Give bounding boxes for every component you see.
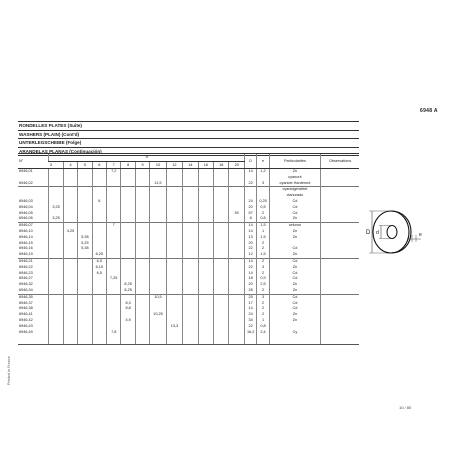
cell-big-d: 25: [244, 294, 256, 300]
cell-particularites: Zn: [269, 252, 321, 258]
cell-e: 0,8: [257, 216, 269, 222]
cell-e: 2: [257, 271, 269, 277]
diagram-label-d: d: [376, 230, 379, 236]
cell-big-d: 24: [244, 199, 256, 205]
cell-d: [183, 330, 198, 345]
cell-e: 2: [257, 211, 269, 217]
cell-d: 4,9: [121, 318, 135, 324]
cell-d: 10,5: [150, 294, 166, 300]
diagram-label-big-d: D: [366, 230, 371, 236]
title-block: [18, 121, 359, 156]
cell-no: 6946,15: [19, 240, 33, 245]
cell-d: [49, 330, 63, 345]
cell-d: 6: [92, 199, 106, 205]
cell-no: 6946,42: [19, 317, 33, 322]
cell-d: 7,25: [107, 276, 121, 282]
header-no: N°: [18, 154, 49, 169]
cell-particularites: celoron: [269, 223, 321, 229]
cell-d: 7,8: [107, 330, 121, 345]
document-code: 6948 A: [420, 108, 438, 114]
header-d-value: 6: [92, 162, 106, 169]
washer-table: [18, 153, 359, 345]
cell-d: [198, 330, 213, 345]
header-d-value: 14: [183, 162, 198, 169]
cell-particularites: Cd: [269, 306, 321, 312]
cell-d: [229, 330, 244, 345]
cell-e: 2: [257, 258, 269, 264]
cell-d: 6,25: [92, 252, 106, 258]
cell-big-d: 8: [244, 216, 256, 222]
cell-no: 6946,22: [19, 264, 33, 269]
cell-particularites: cyanide Hardened: [269, 181, 321, 187]
cell-particularites: Cd: [269, 205, 321, 211]
cell-d: 10,25: [150, 312, 166, 318]
cell-big-d: 20: [244, 282, 256, 288]
header-d-value: 8: [121, 162, 135, 169]
cell-e: 3: [257, 181, 269, 187]
cell-big-d: 22: [244, 181, 256, 187]
cell-particularites: Cd: [269, 294, 321, 300]
cell-d: [78, 330, 92, 345]
cell-particularites: Cd: [269, 258, 321, 264]
cell-e: 1: [257, 318, 269, 324]
cell-particularites: Zn: [269, 229, 321, 235]
cell-big-d: 12: [244, 252, 256, 258]
header-d: d: [49, 154, 245, 162]
cell-d: 5,38: [78, 235, 92, 241]
cell-e: 1,5: [257, 223, 269, 229]
cell-big-d: 20: [244, 205, 256, 211]
page-number: 10 / 80: [399, 405, 412, 410]
cell-big-d: 24: [244, 312, 256, 318]
cell-no: 6946,27: [19, 276, 33, 281]
cell-e: 2: [257, 241, 269, 247]
header-d-value: 5: [78, 162, 92, 169]
cell-e: 2: [257, 246, 269, 252]
cell-observations: [321, 330, 359, 345]
cell-particularites: cyanuré: [269, 175, 321, 181]
washer-diagram: [363, 196, 443, 266]
cell-big-d: 22: [244, 324, 256, 330]
cell-d: 4,25: [63, 229, 77, 235]
diagram-label-e: e: [419, 232, 422, 238]
cell-e: 2,5: [257, 282, 269, 288]
cell-particularites: Zn: [269, 282, 321, 288]
header-big-d: D: [244, 154, 256, 169]
cell-no: 6946,01: [19, 169, 33, 173]
header-particularites: Particularités: [269, 154, 321, 169]
cell-no: 6946,04: [19, 204, 33, 209]
cell-no: 6946,16: [19, 246, 33, 251]
header-d-value: 20: [229, 162, 244, 169]
cell-big-d: 13: [244, 235, 256, 241]
header-d-value: 16: [198, 162, 213, 169]
title-es: ARANDELAS PLANAS (Continuación): [18, 148, 359, 157]
cell-big-d: 20: [244, 241, 256, 247]
cell-d: 7,2: [107, 169, 121, 175]
cell-particularites: Cd: [269, 199, 321, 205]
cell-no: 6946,03: [19, 198, 33, 203]
cell-particularites: Cy: [269, 330, 321, 345]
header-d-value: 18: [214, 162, 229, 169]
cell-no: 6946,07: [18, 223, 49, 229]
cell-big-d: 14: [244, 229, 256, 235]
cell-big-d: 22: [244, 246, 256, 252]
cell-big-d: 17: [244, 301, 256, 307]
cell-big-d: 14: [244, 271, 256, 277]
header-observations: Observations: [321, 154, 359, 169]
cell-e: 1,5: [257, 235, 269, 241]
title-de: UNTERLEGSCHEIBE (Folge): [18, 139, 359, 148]
cell-particularites: cianurado: [269, 193, 321, 199]
cell-no: 6946,02: [19, 180, 33, 185]
cell-no: 6946,32: [19, 282, 33, 287]
cell-d: 8,25: [121, 288, 135, 294]
cell-big-d: 14: [244, 306, 256, 312]
cell-big-d: 34: [244, 318, 256, 324]
cell-big-d: 57: [244, 211, 256, 217]
cell-e: 2: [257, 306, 269, 312]
cell-particularites: Zn: [269, 235, 321, 241]
cell-d: [121, 330, 135, 345]
cell-no: 6946,05: [19, 210, 33, 215]
cell-particularites: Zn: [269, 318, 321, 324]
cell-d: 5,38: [78, 246, 92, 252]
table-row: [18, 330, 359, 345]
printed-in-note: Printed in France: [7, 356, 11, 385]
cell-d: 6,5: [92, 271, 106, 277]
cell-no: 6946,41: [19, 312, 33, 317]
cell-big-d: 28: [244, 288, 256, 294]
cell-big-d: 18: [244, 276, 256, 282]
cell-e: 1: [257, 229, 269, 235]
cell-no: 6946,10: [19, 228, 33, 233]
cell-big-d: 14: [244, 223, 256, 229]
cell-particularites: Cd: [269, 271, 321, 277]
cell-e: 0,8: [257, 324, 269, 330]
cell-particularites: Zn: [269, 312, 321, 318]
cell-no: 6946,37: [19, 300, 33, 305]
cell-e: 0,5: [257, 205, 269, 211]
header-d-value: 7: [107, 162, 121, 169]
cell-e: 0,25: [257, 199, 269, 205]
cell-particularites: Cd: [269, 276, 321, 282]
cell-e: 1,5: [257, 252, 269, 258]
cell-d: 6,15: [92, 265, 106, 271]
cell-e: 1,2: [257, 169, 269, 175]
cell-d: 3,25: [49, 216, 63, 222]
cell-d: 8,3: [121, 301, 135, 307]
cell-no: 6946,14: [19, 234, 33, 239]
cell-particularites: Zn: [269, 265, 321, 271]
cell-d: [166, 330, 182, 345]
cell-big-d: 22: [244, 265, 256, 271]
cell-no: 6946,23: [19, 270, 33, 275]
cell-particularites: Zn: [269, 216, 321, 222]
header-e: e: [257, 154, 269, 169]
cell-d: 6,5: [92, 258, 106, 264]
cell-d: 50: [229, 211, 244, 217]
cell-particularites: Cd: [269, 246, 321, 252]
cell-d: 8,25: [121, 282, 135, 288]
cell-d: 11,5: [150, 181, 166, 187]
cell-particularites: cyanidgehärtet: [269, 187, 321, 193]
cell-d: 8,8: [121, 306, 135, 312]
cell-d: [92, 330, 106, 345]
cell-d: [135, 330, 149, 345]
cell-particularites: Zn: [269, 288, 321, 294]
cell-e: 0,9: [257, 276, 269, 282]
cell-no: 6946,43: [19, 323, 33, 328]
cell-d: 7: [107, 223, 121, 229]
title-fr: RONDELLES PLATES (Suite): [18, 122, 359, 131]
header-d-value: 3: [49, 162, 63, 169]
title-en: WASHERS (PLAIN) (Cont'd): [18, 131, 359, 140]
header-d-value: 9: [135, 162, 149, 169]
cell-particularites: Zn: [269, 169, 321, 175]
cell-particularites: Cd: [269, 211, 321, 217]
cell-d: 5,25: [78, 241, 92, 247]
cell-d: 13,3: [166, 324, 182, 330]
cell-no: 6946,35: [18, 294, 49, 300]
header-d-value: 10: [150, 162, 166, 169]
header-d-value: 4: [63, 162, 77, 169]
cell-d: [214, 330, 229, 345]
cell-big-d: 14: [244, 258, 256, 264]
cell-e: 3: [257, 294, 269, 300]
cell-no: 6946,06: [19, 216, 33, 221]
cell-e: 2: [257, 288, 269, 294]
cell-no: 6946,21: [18, 258, 49, 264]
cell-big-d: 16,2: [244, 330, 256, 345]
cell-e: 2: [257, 301, 269, 307]
cell-no: 6946,34: [19, 287, 33, 292]
header-d-value: 12: [166, 162, 182, 169]
cell-no: 6946,19: [19, 252, 33, 257]
cell-d: 3,25: [49, 205, 63, 211]
cell-e: 2: [257, 312, 269, 318]
cell-e: 2,4: [257, 330, 269, 345]
cell-no: 6946,38: [19, 306, 33, 311]
cell-d: [63, 330, 77, 345]
cell-particularites: Cd: [269, 301, 321, 307]
cell-no: 6946,49: [18, 330, 49, 345]
cell-big-d: 14: [244, 169, 256, 175]
cell-d: [150, 330, 166, 345]
cell-e: 3: [257, 265, 269, 271]
